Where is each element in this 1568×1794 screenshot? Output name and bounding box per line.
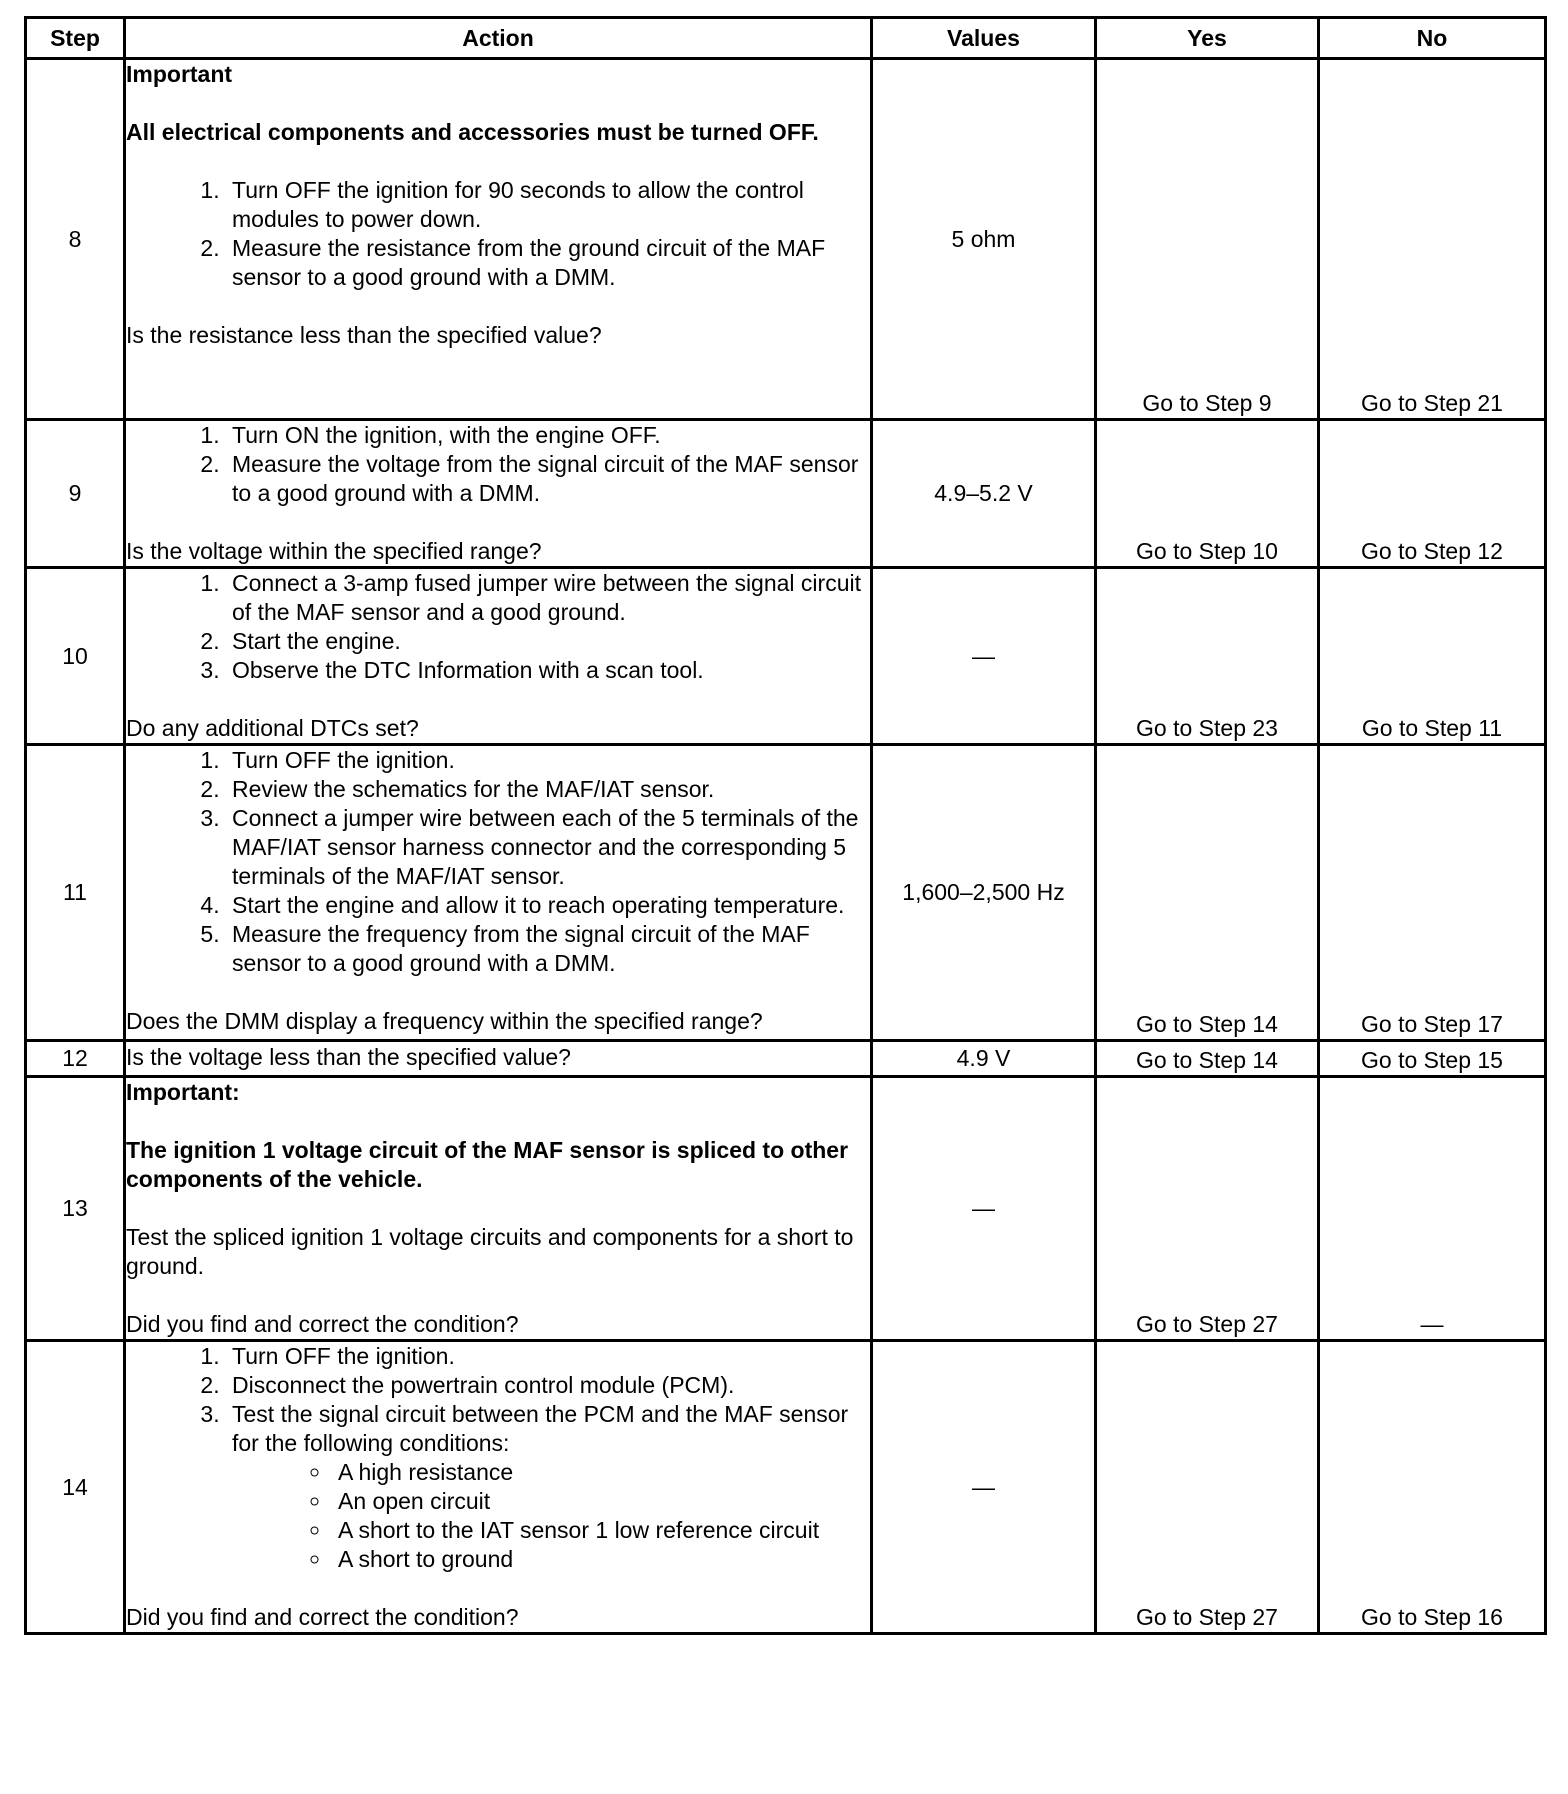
action-cell <box>125 1041 872 1077</box>
action-step: 4. Start the engine and allow it to reach operating temperature. <box>226 891 870 920</box>
action-step: 1. Turn OFF the ignition for 90 seconds to allow the control modules to power down. <box>226 176 870 234</box>
value-cell: 4.9 V <box>872 1041 1096 1077</box>
action-step: 5. Measure the frequency from the signal circuit of the MAF sensor to a good ground with a DMM. <box>226 920 870 978</box>
no-link[interactable]: Go to Step 16 <box>1319 1341 1546 1634</box>
no-link[interactable]: Go to Step 12 <box>1319 420 1546 568</box>
header-no: No <box>1319 18 1546 59</box>
instruction-text: Test the spliced ignition 1 voltage circuits and components for a short to ground. <box>126 1224 854 1279</box>
question-text: Is the resistance less than the specified value? <box>126 322 602 348</box>
action-steps <box>126 1342 870 1574</box>
action-step: 2. Start the engine. <box>226 627 870 656</box>
action-steps <box>126 746 870 978</box>
condition-item: ◦ A short to ground <box>332 1545 870 1574</box>
step-number: 8 <box>26 59 125 420</box>
action-cell <box>125 420 872 568</box>
no-link[interactable]: Go to Step 11 <box>1319 568 1546 745</box>
table-row-step-10 <box>26 568 1546 745</box>
value-cell: 1,600–2,500 Hz <box>872 745 1096 1041</box>
action-cell <box>125 59 872 420</box>
no-link[interactable]: Go to Step 21 <box>1319 59 1546 420</box>
action-step: 1. Connect a 3-amp fused jumper wire between the signal circuit of the MAF sensor and a good ground. <box>226 569 870 627</box>
important-title: Important: <box>126 1079 240 1105</box>
important-title: Important <box>126 61 233 87</box>
action-step: 1. Turn ON the ignition, with the engine OFF. <box>226 421 870 450</box>
action-step: 2. Measure the resistance from the ground circuit of the MAF sensor to a good ground with a DMM. <box>226 234 870 292</box>
question-text: Did you find and correct the condition? <box>126 1604 519 1630</box>
no-link[interactable]: Go to Step 17 <box>1319 745 1546 1041</box>
value-cell: — <box>872 1341 1096 1634</box>
table-row-step-9 <box>26 420 1546 568</box>
action-cell <box>125 1341 872 1634</box>
diagnostic-table <box>24 16 1547 1635</box>
step-number: 13 <box>26 1077 125 1341</box>
condition-item: ◦ A short to the IAT sensor 1 low reference circuit <box>332 1516 870 1545</box>
yes-link[interactable]: Go to Step 27 <box>1096 1341 1319 1634</box>
table-row-step-8 <box>26 59 1546 420</box>
action-step-text: Test the signal circuit between the PCM and the MAF sensor for the following conditions: <box>232 1401 849 1456</box>
header-row <box>26 18 1546 59</box>
diagnostic-sheet <box>24 16 1544 1635</box>
header-yes: Yes <box>1096 18 1319 59</box>
step-number: 10 <box>26 568 125 745</box>
question-text: Do any additional DTCs set? <box>126 715 419 741</box>
yes-link[interactable]: Go to Step 23 <box>1096 568 1319 745</box>
value-cell: 4.9–5.2 V <box>872 420 1096 568</box>
action-cell <box>125 745 872 1041</box>
step-number: 9 <box>26 420 125 568</box>
no-link[interactable]: Go to Step 15 <box>1319 1041 1546 1077</box>
action-step: 1. Turn OFF the ignition. <box>226 746 870 775</box>
no-value: — <box>1319 1077 1546 1341</box>
action-step <box>226 1400 870 1574</box>
question-text: Is the voltage less than the specified value? <box>126 1044 571 1070</box>
action-cell <box>125 568 872 745</box>
action-cell <box>125 1077 872 1341</box>
header-step: Step <box>26 18 125 59</box>
action-step: 3. Connect a jumper wire between each of the 5 terminals of the MAF/IAT sensor harness connector and the corresponding 5 terminals of the MAF/IAT sensor. <box>226 804 870 891</box>
action-step: 2. Review the schematics for the MAF/IAT sensor. <box>226 775 870 804</box>
yes-link[interactable]: Go to Step 14 <box>1096 745 1319 1041</box>
yes-link[interactable]: Go to Step 10 <box>1096 420 1319 568</box>
step-number: 12 <box>26 1041 125 1077</box>
action-step: 2. Measure the voltage from the signal circuit of the MAF sensor to a good ground with a DMM. <box>226 450 870 508</box>
header-values: Values <box>872 18 1096 59</box>
value-cell: — <box>872 1077 1096 1341</box>
table-row-step-11 <box>26 745 1546 1041</box>
action-steps <box>126 569 870 685</box>
important-text: All electrical components and accessories must be turned OFF. <box>126 119 819 145</box>
value-cell: — <box>872 568 1096 745</box>
yes-link[interactable]: Go to Step 27 <box>1096 1077 1319 1341</box>
table-row-step-13 <box>26 1077 1546 1341</box>
table-row-step-12 <box>26 1041 1546 1077</box>
step-number: 11 <box>26 745 125 1041</box>
header-action: Action <box>125 18 872 59</box>
action-step: 2. Disconnect the powertrain control module (PCM). <box>226 1371 870 1400</box>
question-text: Is the voltage within the specified range? <box>126 538 542 564</box>
important-text: The ignition 1 voltage circuit of the MAF sensor is spliced to other components of the vehicle. <box>126 1137 849 1192</box>
action-step: 1. Turn OFF the ignition. <box>226 1342 870 1371</box>
condition-list <box>232 1458 870 1574</box>
yes-link[interactable]: Go to Step 9 <box>1096 59 1319 420</box>
question-text: Did you find and correct the condition? <box>126 1311 519 1337</box>
action-step: 3. Observe the DTC Information with a scan tool. <box>226 656 870 685</box>
question-text: Does the DMM display a frequency within the specified range? <box>126 1008 763 1034</box>
action-steps <box>126 421 870 508</box>
value-cell: 5 ohm <box>872 59 1096 420</box>
condition-item: ◦ A high resistance <box>332 1458 870 1487</box>
action-steps <box>126 176 870 292</box>
table-row-step-14 <box>26 1341 1546 1634</box>
yes-link[interactable]: Go to Step 14 <box>1096 1041 1319 1077</box>
step-number: 14 <box>26 1341 125 1634</box>
condition-item: ◦ An open circuit <box>332 1487 870 1516</box>
